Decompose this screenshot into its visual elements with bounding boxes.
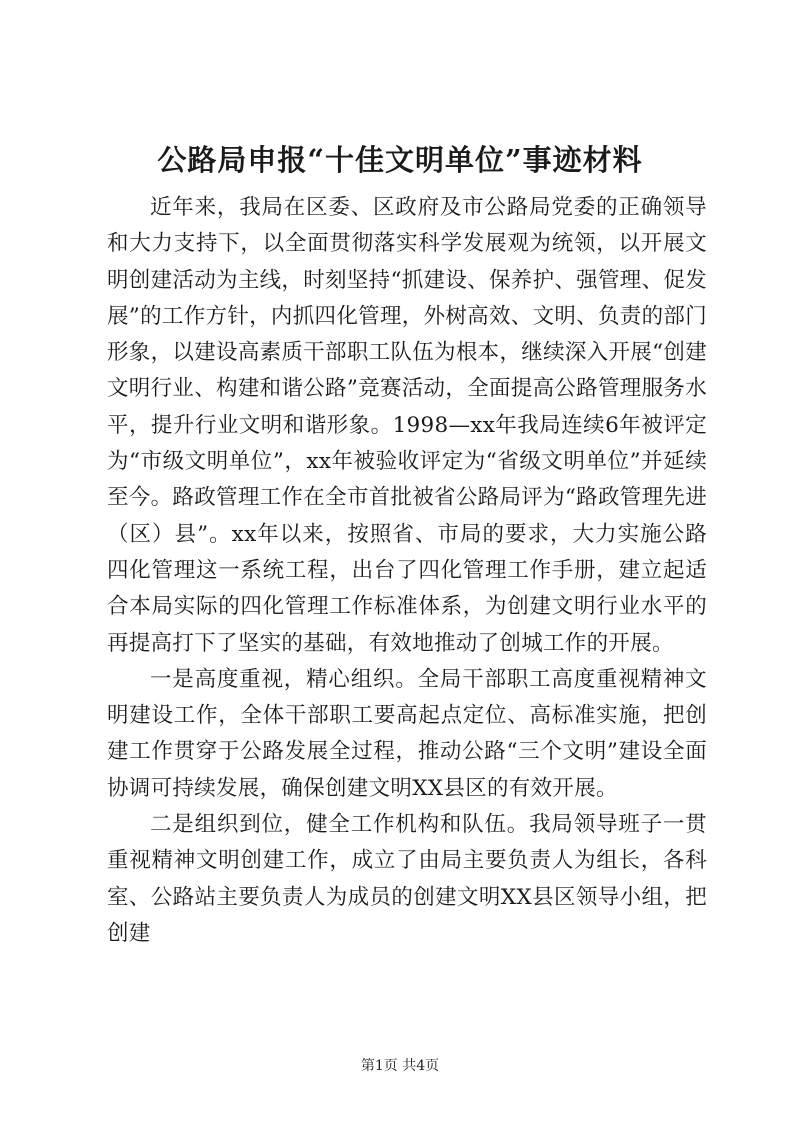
paragraph-point-two: 二是组织到位，健全工作机构和队伍。我局领导班子一贯重视精神文明创建工作，成立了由局主要负责人为组长，各科室、公路站主要负责人为成员的创建文明XX县区领导小组，把创建 [107, 812, 707, 946]
page-footer: 第1页 共4页 [360, 1058, 440, 1074]
document-title: 公路局申报“十佳文明单位”事迹材料 [157, 143, 643, 177]
paragraph-intro: 近年来，我局在区委、区政府及市公路局党委的正确领导和大力支持下，以全面贯彻落实科学发展观为统领，以开展文明创建活动为主线，时刻坚持“抓建设、保养护、强管理、促发展”的工作方针，内抓四化管理，外树高效、文明、负责的部门形象，以建设高素质干部职工队伍为根本，继续深入开展“创建文明行业、构建和谐公路”竞赛活动，全面提高公路管理服务水平，提升行业文明和谐形象。1998—xx年我局连续6年被评定为“市级文明单位”，xx年被验收评定为“省级文明单位”并延续至今。路政管理工作在全市首批被省公路局评为“路政管理先进（区）县”。xx年以来，按照省、市局的要求，大力实施公路四化管理这一系统工程，出台了四化管理工作手册，建立起适合本局实际的四化管理工作标准体系，为创建文明行业水平的再提高打下了坚实的基础，有效地推动了创城工作的开展。 [107, 195, 707, 656]
paragraph-point-one: 一是高度重视，精心组织。全局干部职工高度重视精神文明建设工作，全体干部职工要高起点定位、高标准实施，把创建工作贯穿于公路发展全过程，推动公路“三个文明”建设全面协调可持续发展，确保创建文明XX县区的有效开展。 [107, 666, 707, 801]
document-body [107, 190, 707, 952]
